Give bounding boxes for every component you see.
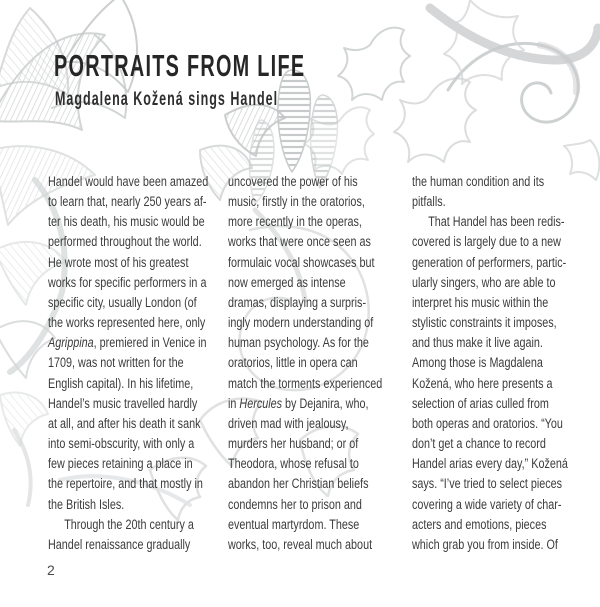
text-line: uncovered the power of his bbox=[228, 174, 358, 189]
text-line: formulaic vocal showcases but bbox=[228, 254, 375, 270]
text-line: don’t get a chance to record bbox=[412, 436, 546, 452]
text-line: ter his death, his music would be bbox=[48, 214, 205, 230]
text-line: oratorios, little in opera can bbox=[228, 355, 358, 371]
text-line: more recently in the operas, bbox=[228, 214, 362, 230]
text-line: acters and emotions, pieces bbox=[412, 516, 547, 532]
text-line: few pieces retaining a place in bbox=[48, 456, 193, 472]
text-line: Theodora, whose refusal to bbox=[228, 456, 359, 472]
page-number: 2 bbox=[47, 562, 55, 578]
text-line: 1709, was not written for the bbox=[48, 355, 184, 371]
text-line: ularly singers, who are able to bbox=[412, 274, 556, 290]
text-line: Through the 20th century a bbox=[48, 516, 194, 532]
text-line: works for specific performers in a bbox=[48, 274, 207, 290]
text-line: covered is largely due to a new bbox=[412, 234, 561, 250]
text-line: into semi-obscurity, with only a bbox=[48, 436, 195, 452]
text-line: now emerged as intense bbox=[228, 274, 346, 290]
text-column-2 bbox=[228, 172, 396, 555]
text-line: stylistic constraints it imposes, bbox=[412, 315, 557, 331]
text-column-1 bbox=[48, 172, 216, 555]
text-line: works that were once seen as bbox=[228, 234, 371, 250]
text-line: Handel arias every day,” Kožená bbox=[412, 456, 568, 472]
text-line: Handel’s music travelled hardly bbox=[48, 395, 198, 411]
text-line: interpret his music within the bbox=[412, 294, 549, 310]
text-line: says. “I’ve tried to select pieces bbox=[412, 476, 563, 492]
text-line: performed throughout the world. bbox=[48, 234, 202, 250]
text-line: to learn that, nearly 250 years af- bbox=[48, 194, 207, 210]
text-line: ingly modern understanding of bbox=[228, 315, 374, 331]
text-line: in Hercules by Dejanira, who, bbox=[228, 395, 369, 411]
text-line: specific city, usually London (of bbox=[48, 294, 197, 310]
text-line: Among those is Magdalena bbox=[412, 355, 543, 371]
text-line: murders her husband; or of bbox=[228, 436, 359, 452]
text-line: match the torments experienced bbox=[228, 375, 383, 391]
text-line: abandon her Christian beliefs bbox=[228, 476, 369, 492]
text-line: generation of performers, partic- bbox=[412, 254, 567, 270]
text-line: Agrippina, premiered in Venice in bbox=[48, 335, 207, 351]
text-line: and thus make it live again. bbox=[412, 335, 543, 351]
text-line: That Handel has been redis- bbox=[412, 214, 565, 230]
text-line: covering a wide variety of char- bbox=[412, 496, 562, 512]
text-line: Kožená, who here presents a bbox=[412, 375, 553, 391]
text-line: works, too, reveal much about bbox=[228, 536, 373, 552]
text-line: Handel renaissance gradually bbox=[48, 536, 191, 552]
text-line: the works represented here, only bbox=[48, 315, 206, 331]
text-column-3 bbox=[412, 172, 580, 555]
text-line: at all, and after his death it sank bbox=[48, 415, 201, 431]
text-line: driven mad with jealousy, bbox=[228, 415, 349, 431]
text-line: both operas and oratorios. “You bbox=[412, 415, 563, 431]
text-line: condemns her to prison and bbox=[228, 496, 362, 512]
text-line: Handel would have been amazed bbox=[48, 174, 209, 189]
text-line: He wrote most of his greatest bbox=[48, 254, 189, 270]
page-title: PORTRAITS FROM LIFE bbox=[54, 48, 306, 83]
text-line: the human condition and its bbox=[412, 174, 545, 189]
text-line: which grab you from inside. Of bbox=[412, 536, 558, 552]
page-subtitle: Magdalena Kožená sings Handel bbox=[55, 89, 279, 110]
text-line: dramas, displaying a surpris- bbox=[228, 294, 367, 310]
text-line: music, firstly in the oratorios, bbox=[228, 194, 365, 210]
text-line: the British Isles. bbox=[48, 496, 125, 512]
text-line: English capital). In his lifetime, bbox=[48, 375, 194, 391]
text-line: human psychology. As for the bbox=[228, 335, 369, 351]
text-line: pitfalls. bbox=[412, 194, 446, 210]
text-line: the repertoire, and that mostly in bbox=[48, 476, 203, 492]
text-line: selection of arias culled from bbox=[412, 395, 549, 411]
text-line: eventual martyrdom. These bbox=[228, 516, 360, 532]
